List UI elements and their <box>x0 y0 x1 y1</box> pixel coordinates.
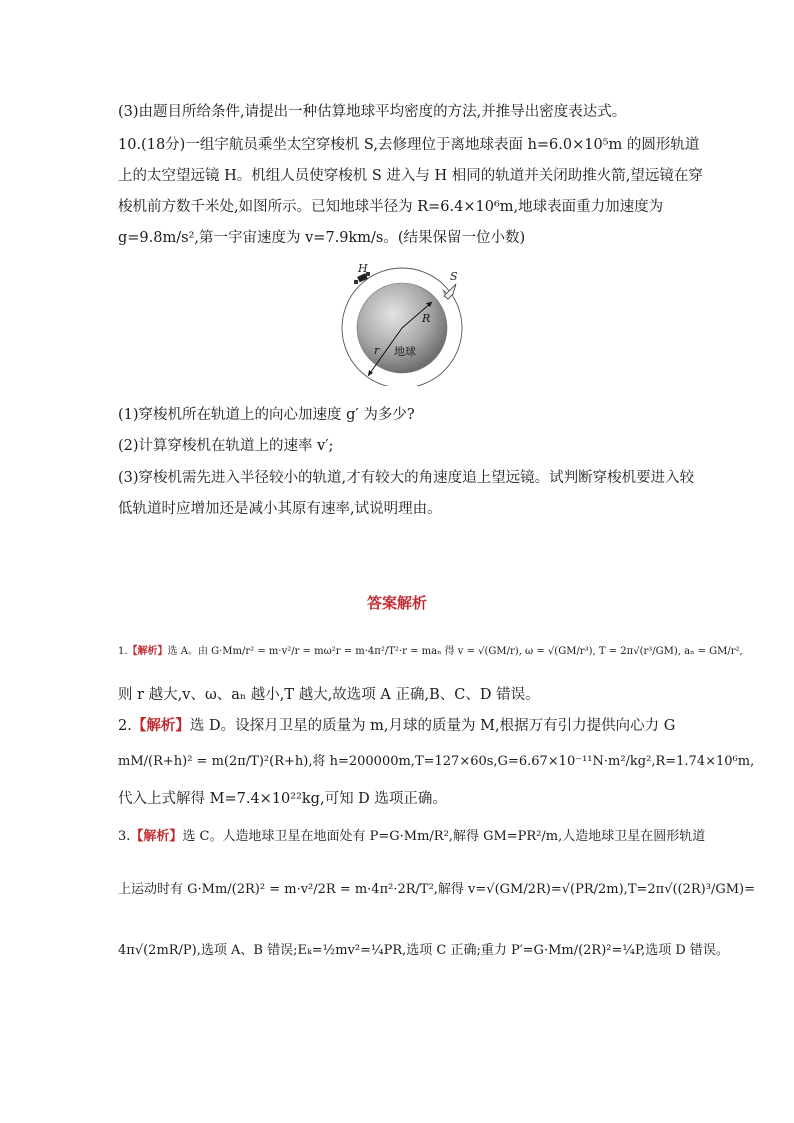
answer-3-line3: 4π√(2mR/P),选项 A、B 错误;Eₖ=½mv²=¼PR,选项 C 正确;重力 P′=G·Mm/(2R)²=¼P,选项 D 错误。 <box>118 943 729 958</box>
q10-part2: (2)计算穿梭机在轨道上的速率 v′; <box>118 438 334 454</box>
answer-2-tag: 【解析】 <box>131 717 190 734</box>
answer-3-text1: 选 C。人造地球卫星在地面处有 P=G·Mm/R²,解得 GM=PR²/m,人造地球卫星在圆形轨道 <box>182 829 706 844</box>
orbit-diagram <box>336 262 466 386</box>
answer-1-line2: 则 r 越大,v、ω、aₙ 越小,T 越大,故选项 A 正确,B、C、D 错误。 <box>118 687 540 703</box>
q10-line2: 上的太空望远镜 H。机组人员使穿梭机 S 进入与 H 相同的轨道并关闭助推火箭,望远镜在穿 <box>118 168 703 184</box>
answer-3-tag: 【解析】 <box>130 829 183 844</box>
answer-3-line1 <box>118 827 705 847</box>
answer-2-number: 2. <box>118 718 132 734</box>
answer-1-text1: 选 A。由 G·Mm/r² = m·v²/r = mω²r = m·4π²/T²·r = maₙ 得 v = √(GM/r), ω = √(GM/r³), T = 2π√(r³/GM), aₙ = GM/r², <box>167 646 743 657</box>
shuttle-icon <box>442 284 456 299</box>
label-earth: 地球 <box>394 345 416 358</box>
q9-part3: (3)由题目所给条件,请提出一种估算地球平均密度的方法,并推导出密度表达式。 <box>118 104 627 120</box>
answer-1-tag: 【解析】 <box>127 646 168 657</box>
label-S: S <box>450 270 458 283</box>
label-H: H <box>358 262 368 275</box>
label-r: r <box>374 344 380 357</box>
q10-part3a: (3)穿梭机需先进入半径较小的轨道,才有较大的角速度追上望远镜。试判断穿梭机要进入较 <box>118 470 695 486</box>
answer-2-line1 <box>118 716 675 736</box>
q10-part1: (1)穿梭机所在轨道上的向心加速度 g′ 为多少? <box>118 407 415 423</box>
label-R: R <box>422 312 431 325</box>
answer-3-line2: 上运动时有 G·Mm/(2R)² = m·v²/2R = m·4π²·2R/T²,解得 v=√(GM/2R)=√(PR/2m),T=2π√((2R)³/GM)= <box>118 882 756 897</box>
q10-part3b: 低轨道时应增加还是减小其原有速率,试说明理由。 <box>118 501 442 517</box>
radius-r-arrowhead <box>368 370 373 376</box>
answer-3-number: 3. <box>118 829 131 844</box>
answer-1-line1 <box>118 642 743 662</box>
answer-2-line2: mM/(R+h)² = m(2π/T)²(R+h),将 h=200000m,T=127×60s,G=6.67×10⁻¹¹N·m²/kg²,R=1.74×10⁶m, <box>118 754 755 769</box>
answer-2-text1: 选 D。设探月卫星的质量为 m,月球的质量为 M,根据万有引力提供向心力 G <box>189 718 676 734</box>
answer-1-number: 1. <box>118 646 128 657</box>
q10-line3: 梭机前方数千米处,如图所示。已知地球半径为 R=6.4×10⁶m,地球表面重力加速度为 <box>118 199 664 215</box>
q10-line4: g=9.8m/s²,第一宇宙速度为 v=7.9km/s。(结果保留一位小数) <box>118 230 526 246</box>
answer-2-line3: 代入上式解得 M=7.4×10²²kg,可知 D 选项正确。 <box>118 791 447 807</box>
answers-heading: 答案解析 <box>366 594 427 612</box>
q10-line1: 10.(18分)一组宇航员乘坐太空穿梭机 S,去修理位于离地球表面 h=6.0×10⁵m 的圆形轨道 <box>118 137 700 153</box>
